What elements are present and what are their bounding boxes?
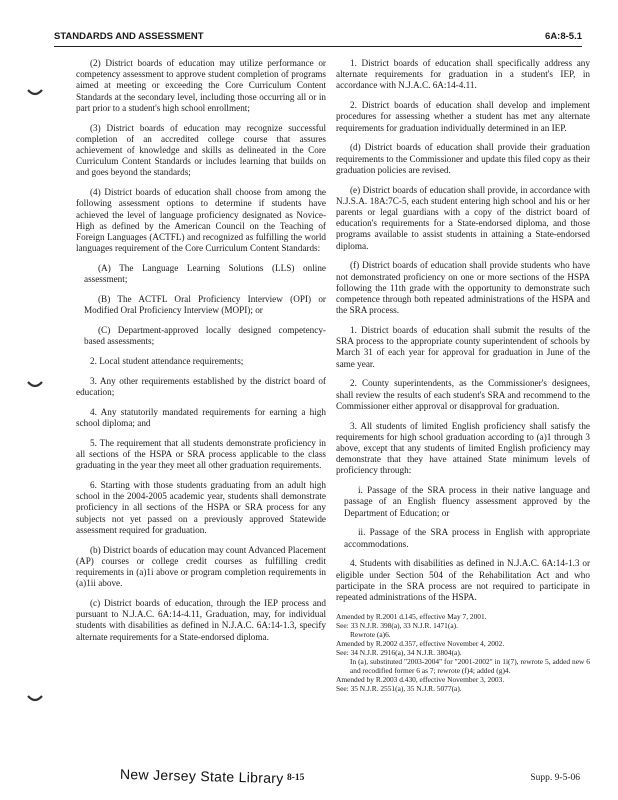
paragraph: (A) The Language Learning Solutions (LLS) online assessment; [84, 263, 326, 285]
paragraph: (3) District boards of education may recognize successful completion of an accredited college course that assures achievement of knowledge and skills as delineated in the Core Curriculum Content Standards or includes learning that builds on and goes beyond the standards; [76, 122, 326, 178]
running-header [54, 28, 582, 47]
history-line: See: 33 N.J.R. 398(a), 33 N.J.R. 1471(a). [336, 620, 458, 630]
paragraph: (f) District boards of education shall provide students who have not demonstrated proficiency on one or more sections of the HSPA following the 11th grade with the opportunity to demonstrate such competence through both repeated administrations of the HSPA and the SRA process. [336, 260, 590, 316]
history-line: In (a), substituted "2003-2004" for "2001-2002" in 1i(7), rewrote 5, added new 6 and recodified former 6 as 7; rewrote (f)4; added (g)4. [350, 656, 590, 675]
header-rule-citation: 6A:8-5.1 [545, 31, 582, 42]
supplement-date: Supp. 9-5-06 [530, 773, 580, 783]
paragraph: 2. Local student attendance requirements; [90, 356, 244, 367]
right-text-column [336, 58, 590, 693]
binder-hole-mark [26, 80, 44, 98]
paragraph: i. Passage of the SRA process in their native language and passage of an English fluency assessment approved by the Department of Education; or [344, 485, 590, 518]
binder-hole-mark [26, 372, 44, 390]
binder-hole-mark [26, 686, 44, 704]
paragraph: (4) District boards of education shall choose from among the following assessment options to determine if students have achieved the level of language proficiency designated as Novice-High as defined by the American Council on the Teaching of Foreign Languages (ACTFL) and recognized as fulfilling the world languages requirement of the Core Curriculum Content Standards: [76, 187, 326, 254]
paragraph: 4. Students with disabilities as defined in N.J.A.C. 6A:14-1.3 or eligible under Section 504 of the Rehabilitation Act and who participate in the SRA process are not required to participate in repeated administrations of the HSPA. [336, 558, 590, 603]
paragraph: (B) The ACTFL Oral Proficiency Interview (OPI) or Modified Oral Proficiency Interview (MOPI); or [84, 294, 326, 316]
paragraph: (2) District boards of education may utilize performance or competency assessment to approve student completion of programs aimed at meeting or exceeding the Core Curriculum Content Standards at the secondary level, including those occurring all or in part prior to a student's high school enrollment; [76, 58, 326, 113]
paragraph: 3. Any other requirements established by the district board of education; [76, 375, 326, 398]
paragraph: 6. Starting with those students graduating from an adult high school in the 2004-2005 academic year, students shall demonstrate proficiency in all sections of the HSPA or SRA process for any subjects not yet passed on a previously approved Statewide assessment required for graduation. [76, 480, 326, 535]
paragraph: 5. The requirement that all students demonstrate proficiency in all sections of the HSPA or SRA process applicable to the class graduating in the year they meet all other graduation requirements. [76, 437, 326, 471]
paragraph: 4. Any statutorily mandated requirements for earning a high school diploma; and [76, 406, 326, 429]
history-line: See: 34 N.J.R. 2916(a), 34 N.J.R. 3804(a). [336, 647, 462, 657]
paragraph: (e) District boards of education shall provide, in accordance with N.J.S.A. 18A:7C-5, each student entering high school and his or her parents or legal guardians with a copy of the district board of education's requirements for a State-endorsed diploma, and those programs available to assist students in attaining a State-endorsed diploma. [336, 184, 590, 251]
paragraph: 2. District boards of education shall develop and implement procedures for assessing whether a student has met any alternate requirements for graduation individually determined in an IEP. [336, 100, 590, 133]
paragraph: (b) District boards of education may count Advanced Placement (AP) courses or college credit courses as fulfilling credit requirements in (a)1i above or program completion requirements in (a)1ii above. [76, 544, 326, 589]
history-line: Amended by R.2002 d.357, effective November 4, 2002. [336, 638, 505, 648]
amendment-history [336, 612, 590, 693]
paragraph: (C) Department-approved locally designed competency-based assessments; [84, 325, 326, 347]
paragraph: (c) District boards of education, through the IEP process and pursuant to N.J.A.C. 6A:14-4.11, Graduation, may, for individual students with disabilities as defined in N.J.A.C. 6A:14-1.3, specify alternate requirements for a State-endorsed diploma. [76, 598, 326, 642]
left-text-column [76, 58, 326, 651]
paragraph: ii. Passage of the SRA process in English with appropriate accommodations. [344, 527, 590, 549]
history-line: Amended by R.2003 d.430, effective November 3, 2003. [336, 674, 505, 684]
history-line: Amended by R.2001 d.145, effective May 7, 2001. [336, 611, 487, 621]
history-line: See: 35 N.J.R. 2551(a), 35 N.J.R. 5077(a). [336, 683, 462, 693]
history-line: Rewrote (a)6. [350, 629, 391, 639]
page-number: 8-15 [287, 773, 305, 783]
header-section-title: STANDARDS AND ASSESSMENT [54, 31, 204, 42]
paragraph: 3. All students of limited English proficiency shall satisfy the requirements for high school graduation according to (a)1 through 3 above, except that any students of limited English proficiency may demonstrate that they have attained State minimum levels of proficiency through: [336, 420, 590, 476]
paragraph: (d) District boards of education shall provide their graduation requirements to the Commissioner and update this filed copy as their graduation policies are revised. [336, 142, 590, 175]
paragraph: 2. County superintendents, as the Commissioner's designees, shall review the results of each student's SRA and recommend to the Commissioner either approval or disapproval for graduation. [336, 378, 590, 411]
paragraph: 1. District boards of education shall specifically address any alternate requirements for graduation in a student's IEP, in accordance with N.J.A.C. 6A:14-4.11. [336, 58, 590, 91]
page-footer [0, 765, 618, 794]
paragraph: 1. District boards of education shall submit the results of the SRA process to the appropriate county superintendent of schools by March 31 of each year for approval for graduation in June of the same year. [336, 325, 590, 369]
library-stamp: New Jersey State Library [119, 765, 284, 787]
